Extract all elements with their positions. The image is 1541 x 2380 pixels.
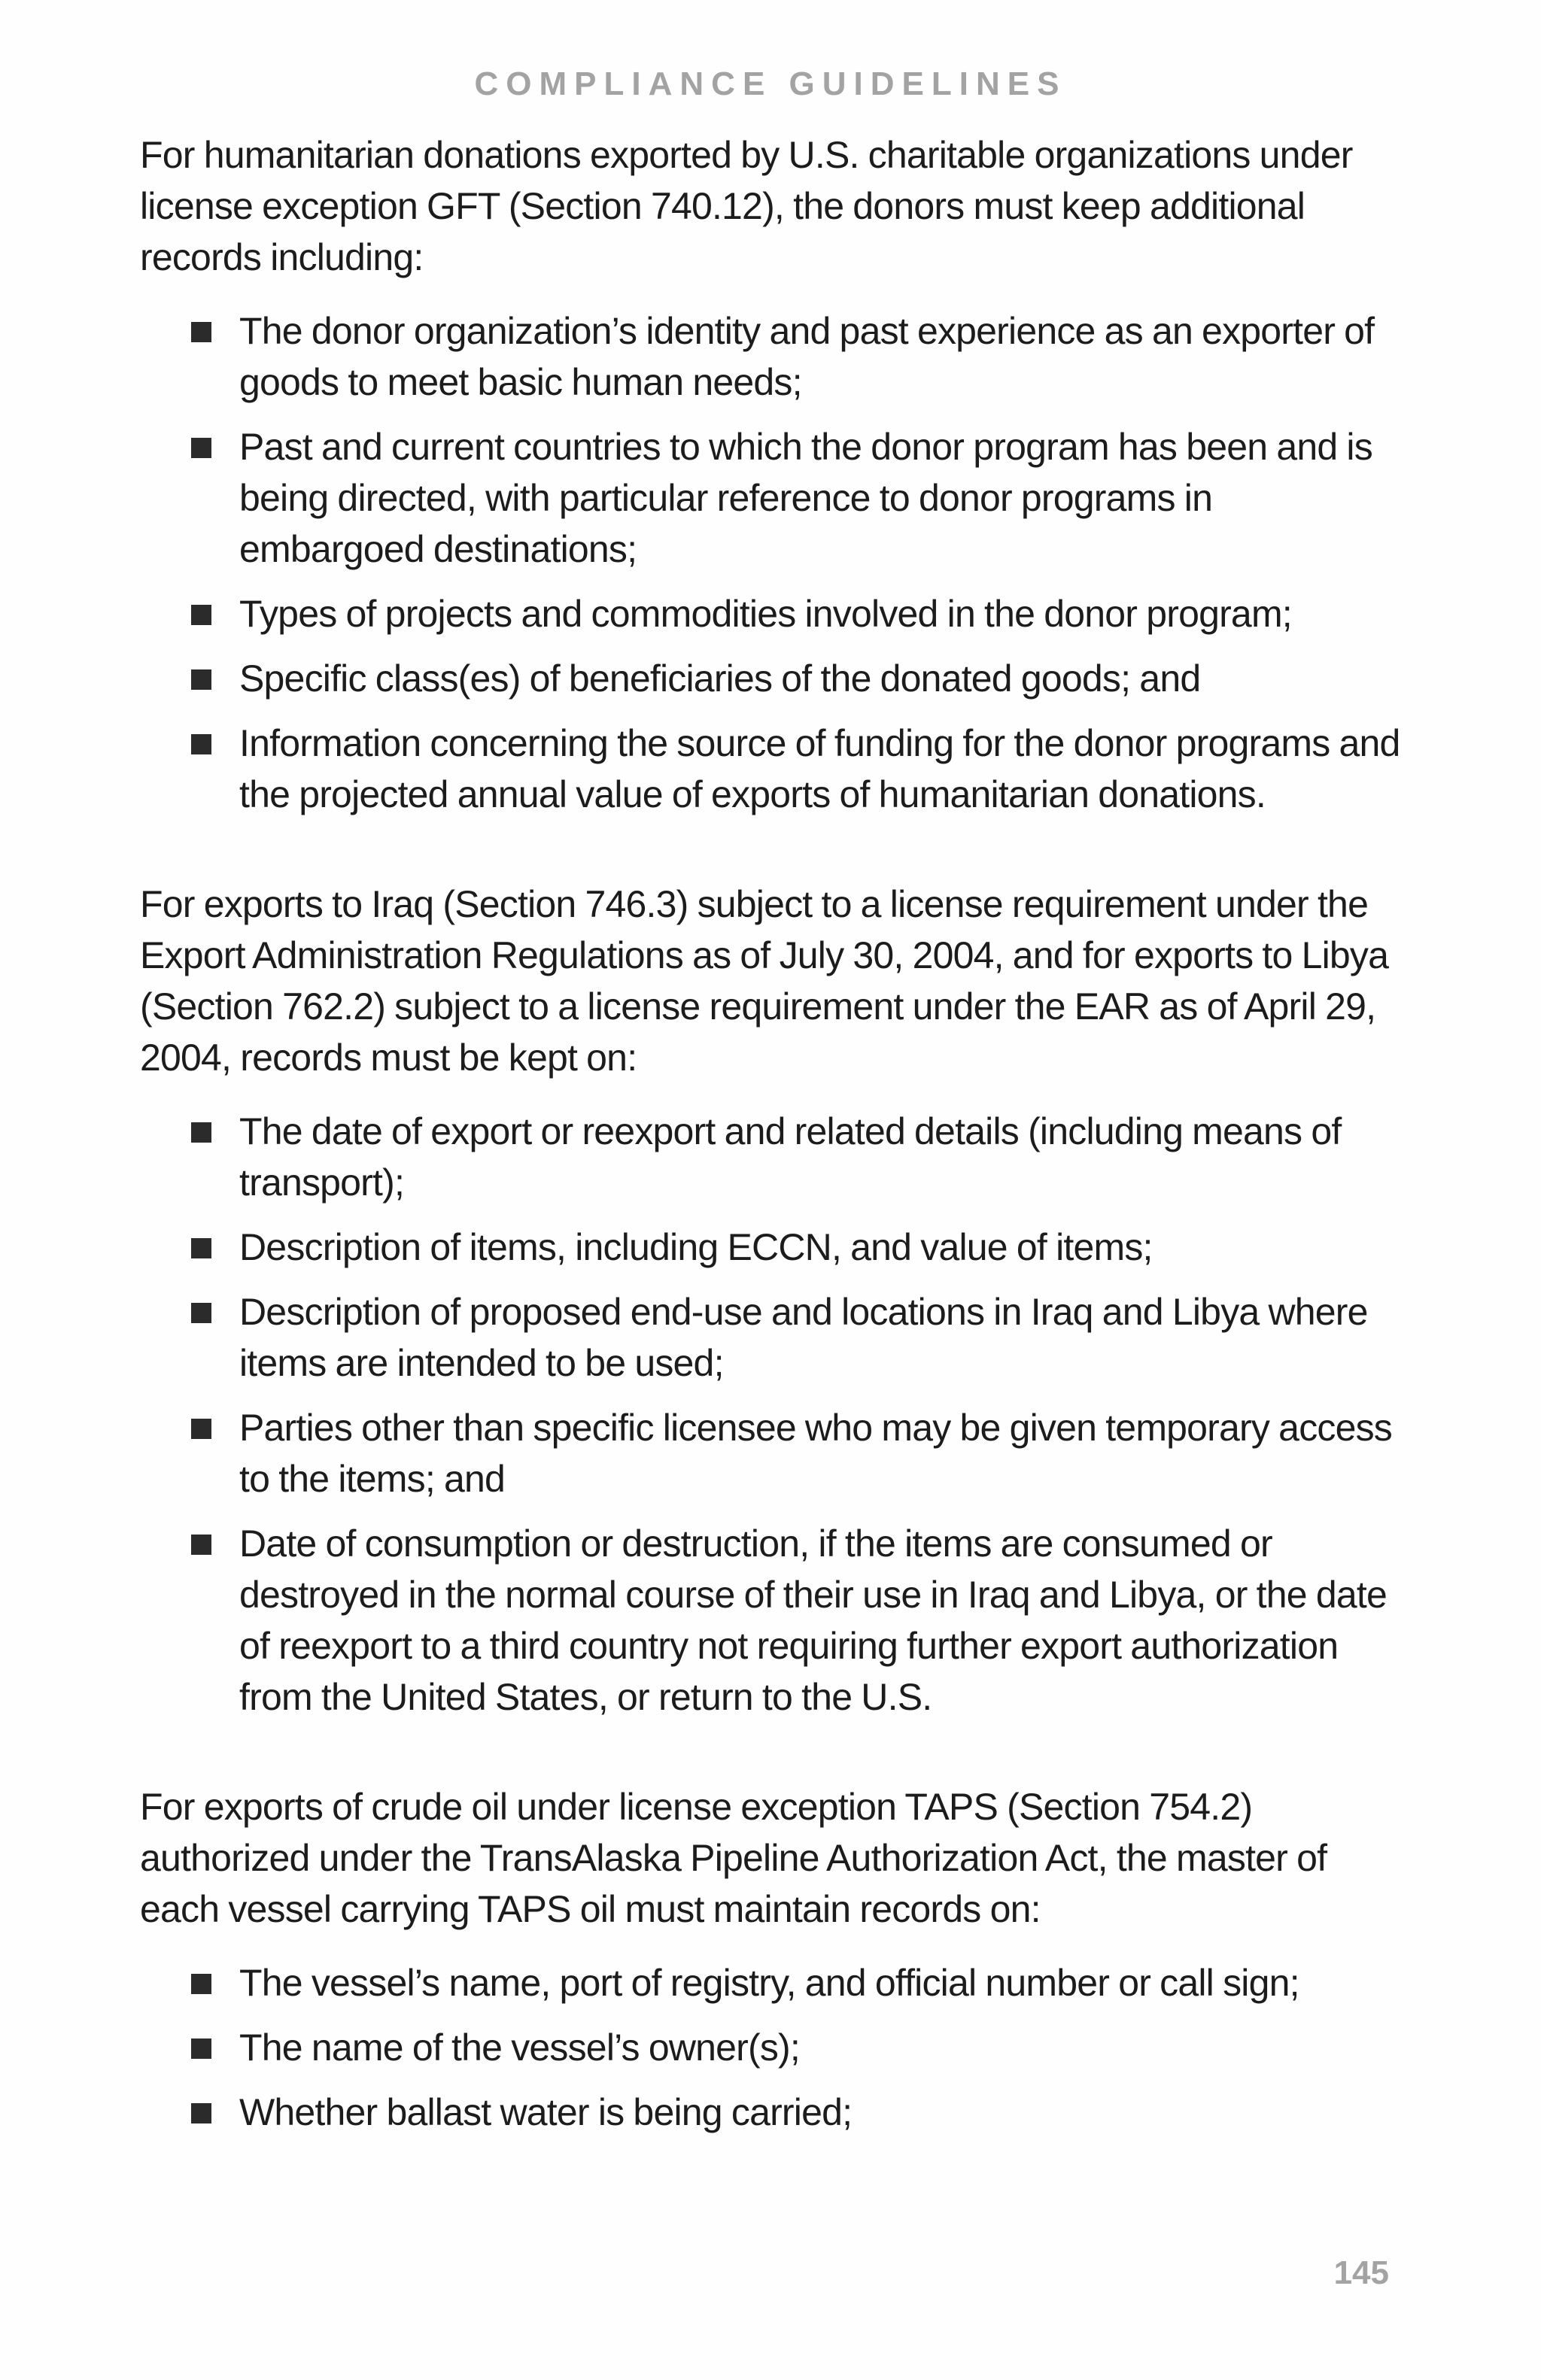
square-bullet-icon — [191, 1122, 211, 1143]
list-item-text: The date of export or reexport and related details (including means of transport); — [239, 1110, 1342, 1204]
list-item-text: Description of proposed end-use and locations in Iraq and Libya where items are intended to be used; — [239, 1291, 1368, 1384]
list-item — [239, 588, 1404, 639]
square-bullet-icon — [191, 1974, 211, 1994]
list-item-text: The vessel’s name, port of registry, and official number or call sign; — [239, 1962, 1299, 2004]
square-bullet-icon — [191, 322, 211, 342]
list-item — [239, 1518, 1404, 1723]
running-head: COMPLIANCE GUIDELINES — [474, 65, 1067, 102]
list-item-text: Information concerning the source of funding for the donor programs and the projected annual value of exports of humanitarian donations. — [239, 722, 1400, 815]
list-item — [239, 718, 1404, 820]
square-bullet-icon — [191, 438, 211, 458]
list-item — [239, 1106, 1404, 1208]
square-bullet-icon — [191, 605, 211, 625]
list-item-text: The donor organization’s identity and past experience as an exporter of goods to meet basic human needs; — [239, 310, 1375, 403]
square-bullet-icon — [191, 734, 211, 754]
list-item — [239, 1222, 1404, 1273]
list-item — [239, 2087, 1404, 2138]
section-humanitarian-donations — [140, 129, 1404, 820]
square-bullet-icon — [191, 2038, 211, 2059]
list-item-text: Specific class(es) of beneficiaries of the donated goods; and — [239, 657, 1201, 700]
square-bullet-icon — [191, 1238, 211, 1258]
square-bullet-icon — [191, 2103, 211, 2123]
page-body — [140, 129, 1404, 2151]
list-item-text: Past and current countries to which the donor program has been and is being directed, with particular reference to donor programs in embargoed destinations; — [239, 426, 1372, 570]
list-item — [239, 2022, 1404, 2073]
section-taps-crude-oil — [140, 1781, 1404, 2138]
square-bullet-icon — [191, 1303, 211, 1323]
list-item — [239, 421, 1404, 575]
list-item-text: Parties other than specific licensee who may be given temporary access to the items; and — [239, 1407, 1392, 1500]
paragraph: For humanitarian donations exported by U.S. charitable organizations under license exception GFT (Section 740.12), the donors must keep additional records including: — [140, 134, 1353, 278]
bullet-list — [140, 1957, 1404, 2138]
list-item-text: Types of projects and commodities involved in the donor program; — [239, 593, 1292, 635]
list-item-text: Whether ballast water is being carried; — [239, 2091, 853, 2133]
square-bullet-icon — [191, 1419, 211, 1439]
section-iraq-libya-exports — [140, 879, 1404, 1723]
square-bullet-icon — [191, 669, 211, 690]
page-number: 145 — [1333, 2254, 1389, 2291]
list-item-text: Date of consumption or destruction, if the items are consumed or destroyed in the normal course of their use in Iraq and Libya, or the date of reexport to a third country not requiring further export authorization from the United States, or return to the U.S. — [239, 1522, 1387, 1718]
list-item — [239, 305, 1404, 408]
list-item — [239, 1286, 1404, 1389]
paragraph: For exports to Iraq (Section 746.3) subject to a license requirement under the Export Administration Regulations as of July 30, 2004, and for exports to Libya (Section 762.2) subject to a license requirement under the EAR as of April 29, 2004, records must be kept on: — [140, 883, 1389, 1079]
paragraph: For exports of crude oil under license exception TAPS (Section 754.2) authorized under the TransAlaska Pipeline Authorization Act, the master of each vessel carrying TAPS oil must maintain records on: — [140, 1786, 1327, 1930]
list-item — [239, 1957, 1404, 2008]
list-item-text: The name of the vessel’s owner(s); — [239, 2026, 800, 2069]
bullet-list — [140, 305, 1404, 820]
square-bullet-icon — [191, 1535, 211, 1555]
list-item — [239, 653, 1404, 704]
list-item-text: Description of items, including ECCN, and value of items; — [239, 1226, 1153, 1268]
bullet-list — [140, 1106, 1404, 1723]
list-item — [239, 1402, 1404, 1504]
